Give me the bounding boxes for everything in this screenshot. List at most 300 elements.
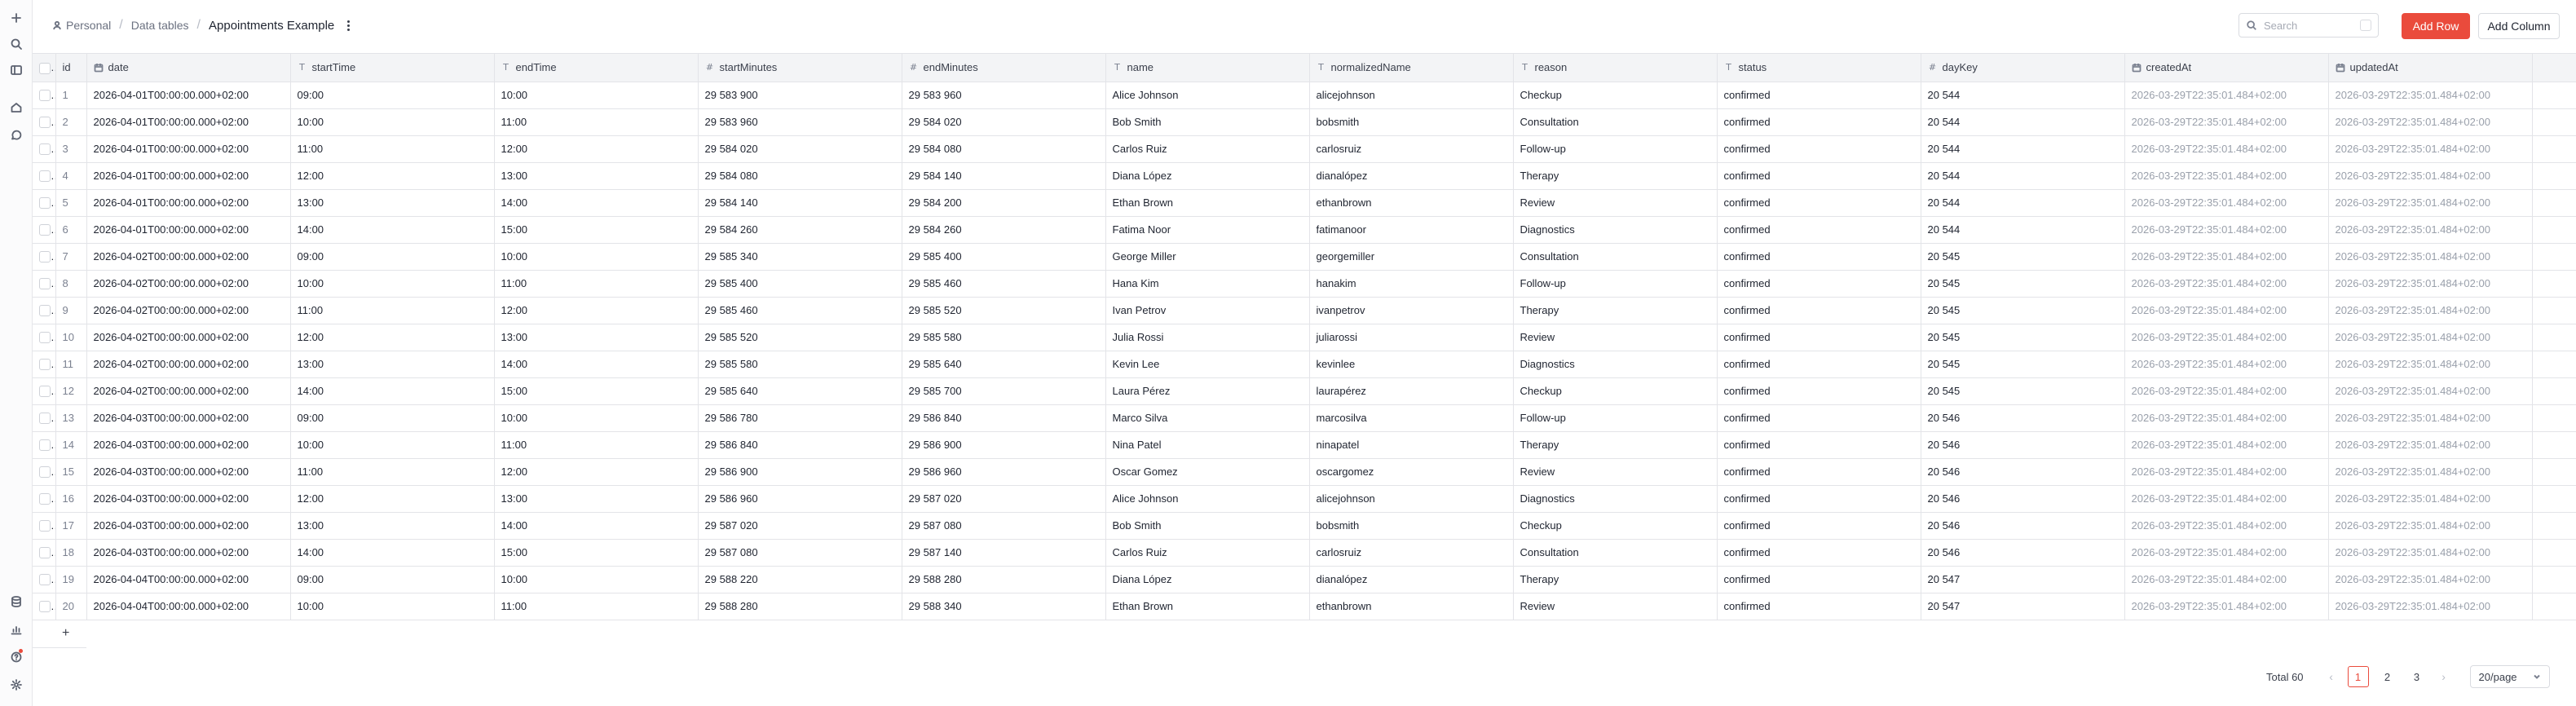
cell-reason[interactable]: Diagnostics <box>1513 216 1717 243</box>
cell-date[interactable]: 2026-04-03T00:00:00.000+02:00 <box>86 431 290 458</box>
add-row-button[interactable]: Add Row <box>2402 13 2470 39</box>
cell-reason[interactable]: Diagnostics <box>1513 485 1717 512</box>
cell-createdAt[interactable]: 2026-03-29T22:35:01.484+02:00 <box>2124 404 2328 431</box>
cell-status[interactable]: confirmed <box>1717 351 1921 377</box>
cell-date[interactable]: 2026-04-02T00:00:00.000+02:00 <box>86 297 290 324</box>
row-select-cell[interactable] <box>33 108 55 135</box>
cell-id[interactable]: 2 <box>55 108 86 135</box>
cell-date[interactable]: 2026-04-01T00:00:00.000+02:00 <box>86 216 290 243</box>
cell-name[interactable]: Hana Kim <box>1105 270 1309 297</box>
cell-startMinutes[interactable]: 29 584 260 <box>698 216 902 243</box>
cell-name[interactable]: Oscar Gomez <box>1105 458 1309 485</box>
add-row-inline-button[interactable] <box>55 620 86 647</box>
cell-id[interactable]: 16 <box>55 485 86 512</box>
cell-normalizedName[interactable]: ninapatel <box>1309 431 1513 458</box>
plus-icon[interactable] <box>7 8 26 28</box>
cell-normalizedName[interactable]: bobsmith <box>1309 108 1513 135</box>
cell-date[interactable]: 2026-04-02T00:00:00.000+02:00 <box>86 243 290 270</box>
cell-endTime[interactable]: 15:00 <box>494 539 698 566</box>
cell-name[interactable]: Alice Johnson <box>1105 485 1309 512</box>
cell-normalizedName[interactable]: carlosruiz <box>1309 539 1513 566</box>
cell-id[interactable]: 10 <box>55 324 86 351</box>
row-select-cell[interactable] <box>33 82 55 108</box>
cell-endTime[interactable]: 11:00 <box>494 270 698 297</box>
cell-normalizedName[interactable]: ivanpetrov <box>1309 297 1513 324</box>
cell-updatedAt[interactable]: 2026-03-29T22:35:01.484+02:00 <box>2328 485 2532 512</box>
table-row[interactable] <box>33 243 2576 270</box>
row-select-cell[interactable] <box>33 485 55 512</box>
cell-updatedAt[interactable]: 2026-03-29T22:35:01.484+02:00 <box>2328 512 2532 539</box>
table-row[interactable] <box>33 216 2576 243</box>
row-select-cell[interactable] <box>33 135 55 162</box>
cell-id[interactable]: 19 <box>55 566 86 593</box>
row-checkbox[interactable] <box>39 170 51 182</box>
cell-dayKey[interactable]: 20 545 <box>1921 377 2124 404</box>
cell-endMinutes[interactable]: 29 583 960 <box>902 82 1105 108</box>
cell-id[interactable]: 14 <box>55 431 86 458</box>
cell-reason[interactable]: Consultation <box>1513 539 1717 566</box>
cell-name[interactable]: Marco Silva <box>1105 404 1309 431</box>
cell-startMinutes[interactable]: 29 586 780 <box>698 404 902 431</box>
cell-updatedAt[interactable]: 2026-03-29T22:35:01.484+02:00 <box>2328 243 2532 270</box>
cell-endMinutes[interactable]: 29 586 840 <box>902 404 1105 431</box>
cell-status[interactable]: confirmed <box>1717 189 1921 216</box>
cell-reason[interactable]: Diagnostics <box>1513 351 1717 377</box>
cell-endMinutes[interactable]: 29 587 080 <box>902 512 1105 539</box>
cell-createdAt[interactable]: 2026-03-29T22:35:01.484+02:00 <box>2124 297 2328 324</box>
cell-startTime[interactable]: 12:00 <box>290 485 494 512</box>
cell-status[interactable]: confirmed <box>1717 593 1921 620</box>
row-select-cell[interactable] <box>33 431 55 458</box>
cell-id[interactable]: 8 <box>55 270 86 297</box>
cell-name[interactable]: Nina Patel <box>1105 431 1309 458</box>
row-checkbox[interactable] <box>39 359 51 370</box>
cell-normalizedName[interactable]: alicejohnson <box>1309 82 1513 108</box>
cell-status[interactable]: confirmed <box>1717 135 1921 162</box>
cell-date[interactable]: 2026-04-02T00:00:00.000+02:00 <box>86 351 290 377</box>
select-all-cell[interactable] <box>33 54 55 82</box>
cell-status[interactable]: confirmed <box>1717 431 1921 458</box>
cell-createdAt[interactable]: 2026-03-29T22:35:01.484+02:00 <box>2124 431 2328 458</box>
cell-endTime[interactable]: 13:00 <box>494 324 698 351</box>
page-1-button[interactable]: 1 <box>2348 666 2369 687</box>
cell-status[interactable]: confirmed <box>1717 243 1921 270</box>
table-row[interactable] <box>33 324 2576 351</box>
cell-reason[interactable]: Therapy <box>1513 297 1717 324</box>
row-select-cell[interactable] <box>33 377 55 404</box>
next-page-button[interactable]: › <box>2441 670 2446 683</box>
cell-dayKey[interactable]: 20 544 <box>1921 162 2124 189</box>
settings-icon[interactable] <box>7 675 26 695</box>
cell-endMinutes[interactable]: 29 587 020 <box>902 485 1105 512</box>
cell-endMinutes[interactable]: 29 588 280 <box>902 566 1105 593</box>
row-select-cell[interactable] <box>33 189 55 216</box>
cell-createdAt[interactable]: 2026-03-29T22:35:01.484+02:00 <box>2124 512 2328 539</box>
cell-startTime[interactable]: 12:00 <box>290 324 494 351</box>
cell-reason[interactable]: Review <box>1513 593 1717 620</box>
cell-endTime[interactable]: 10:00 <box>494 404 698 431</box>
row-select-cell[interactable] <box>33 512 55 539</box>
cell-startTime[interactable]: 14:00 <box>290 539 494 566</box>
cell-endMinutes[interactable]: 29 584 080 <box>902 135 1105 162</box>
table-row[interactable] <box>33 108 2576 135</box>
cell-startMinutes[interactable]: 29 585 340 <box>698 243 902 270</box>
cell-id[interactable]: 12 <box>55 377 86 404</box>
cell-normalizedName[interactable]: laurapérez <box>1309 377 1513 404</box>
cell-status[interactable]: confirmed <box>1717 297 1921 324</box>
search-icon[interactable] <box>7 34 26 54</box>
cell-name[interactable]: Bob Smith <box>1105 108 1309 135</box>
cell-date[interactable]: 2026-04-02T00:00:00.000+02:00 <box>86 270 290 297</box>
row-select-cell[interactable] <box>33 404 55 431</box>
cell-normalizedName[interactable]: carlosruiz <box>1309 135 1513 162</box>
panel-icon[interactable] <box>7 60 26 80</box>
cell-createdAt[interactable]: 2026-03-29T22:35:01.484+02:00 <box>2124 162 2328 189</box>
cell-dayKey[interactable]: 20 544 <box>1921 189 2124 216</box>
database-icon[interactable] <box>7 592 26 611</box>
add-column-button[interactable]: Add Column <box>2478 13 2560 39</box>
cell-reason[interactable]: Follow-up <box>1513 135 1717 162</box>
cell-status[interactable]: confirmed <box>1717 404 1921 431</box>
cell-dayKey[interactable]: 20 547 <box>1921 593 2124 620</box>
cell-reason[interactable]: Checkup <box>1513 512 1717 539</box>
table-row[interactable] <box>33 189 2576 216</box>
table-row[interactable] <box>33 404 2576 431</box>
cell-startMinutes[interactable]: 29 585 640 <box>698 377 902 404</box>
cell-startMinutes[interactable]: 29 586 840 <box>698 431 902 458</box>
cell-endMinutes[interactable]: 29 584 260 <box>902 216 1105 243</box>
table-row[interactable] <box>33 512 2576 539</box>
cell-name[interactable]: Bob Smith <box>1105 512 1309 539</box>
cell-startTime[interactable]: 11:00 <box>290 297 494 324</box>
cell-updatedAt[interactable]: 2026-03-29T22:35:01.484+02:00 <box>2328 324 2532 351</box>
cell-endTime[interactable]: 10:00 <box>494 566 698 593</box>
cell-date[interactable]: 2026-04-03T00:00:00.000+02:00 <box>86 404 290 431</box>
cell-startTime[interactable]: 09:00 <box>290 82 494 108</box>
cell-id[interactable]: 11 <box>55 351 86 377</box>
cell-startTime[interactable]: 11:00 <box>290 458 494 485</box>
cell-endMinutes[interactable]: 29 585 700 <box>902 377 1105 404</box>
cell-endMinutes[interactable]: 29 585 520 <box>902 297 1105 324</box>
cell-updatedAt[interactable]: 2026-03-29T22:35:01.484+02:00 <box>2328 539 2532 566</box>
row-select-cell[interactable] <box>33 539 55 566</box>
cell-normalizedName[interactable]: georgemiller <box>1309 243 1513 270</box>
cell-normalizedName[interactable]: kevinlee <box>1309 351 1513 377</box>
row-select-cell[interactable] <box>33 566 55 593</box>
row-checkbox[interactable] <box>39 90 51 101</box>
row-checkbox[interactable] <box>39 278 51 289</box>
cell-updatedAt[interactable]: 2026-03-29T22:35:01.484+02:00 <box>2328 162 2532 189</box>
row-checkbox[interactable] <box>39 305 51 316</box>
row-checkbox[interactable] <box>39 197 51 209</box>
table-row[interactable] <box>33 431 2576 458</box>
cell-id[interactable]: 5 <box>55 189 86 216</box>
cell-name[interactable]: Alice Johnson <box>1105 82 1309 108</box>
cell-reason[interactable]: Review <box>1513 324 1717 351</box>
cell-startMinutes[interactable]: 29 583 900 <box>698 82 902 108</box>
select-all-checkbox[interactable] <box>39 63 51 74</box>
row-select-cell[interactable] <box>33 324 55 351</box>
table-row[interactable] <box>33 162 2576 189</box>
cell-normalizedName[interactable]: ethanbrown <box>1309 189 1513 216</box>
table-row[interactable] <box>33 135 2576 162</box>
cell-dayKey[interactable]: 20 544 <box>1921 82 2124 108</box>
cell-updatedAt[interactable]: 2026-03-29T22:35:01.484+02:00 <box>2328 82 2532 108</box>
cell-endTime[interactable]: 13:00 <box>494 162 698 189</box>
cell-startMinutes[interactable]: 29 584 020 <box>698 135 902 162</box>
table-row[interactable] <box>33 82 2576 108</box>
cell-dayKey[interactable]: 20 545 <box>1921 324 2124 351</box>
cell-startMinutes[interactable]: 29 587 080 <box>698 539 902 566</box>
cell-normalizedName[interactable]: ethanbrown <box>1309 593 1513 620</box>
cell-id[interactable]: 1 <box>55 82 86 108</box>
cell-id[interactable]: 9 <box>55 297 86 324</box>
table-row[interactable] <box>33 297 2576 324</box>
cell-date[interactable]: 2026-04-01T00:00:00.000+02:00 <box>86 108 290 135</box>
cell-startTime[interactable]: 10:00 <box>290 270 494 297</box>
cell-date[interactable]: 2026-04-02T00:00:00.000+02:00 <box>86 324 290 351</box>
cell-endTime[interactable]: 14:00 <box>494 351 698 377</box>
cell-createdAt[interactable]: 2026-03-29T22:35:01.484+02:00 <box>2124 243 2328 270</box>
cell-status[interactable]: confirmed <box>1717 108 1921 135</box>
cell-createdAt[interactable]: 2026-03-29T22:35:01.484+02:00 <box>2124 189 2328 216</box>
cell-status[interactable]: confirmed <box>1717 216 1921 243</box>
cell-status[interactable]: confirmed <box>1717 512 1921 539</box>
cell-endTime[interactable]: 11:00 <box>494 593 698 620</box>
row-select-cell[interactable] <box>33 216 55 243</box>
cell-startTime[interactable]: 11:00 <box>290 135 494 162</box>
cell-dayKey[interactable]: 20 545 <box>1921 270 2124 297</box>
row-select-cell[interactable] <box>33 593 55 620</box>
cell-name[interactable]: Diana López <box>1105 162 1309 189</box>
cell-date[interactable]: 2026-04-01T00:00:00.000+02:00 <box>86 135 290 162</box>
table-row[interactable] <box>33 593 2576 620</box>
row-checkbox[interactable] <box>39 224 51 236</box>
cell-endTime[interactable]: 13:00 <box>494 485 698 512</box>
cell-reason[interactable]: Therapy <box>1513 431 1717 458</box>
cell-status[interactable]: confirmed <box>1717 539 1921 566</box>
column-header-reason[interactable] <box>1513 54 1717 82</box>
cell-status[interactable]: confirmed <box>1717 162 1921 189</box>
cell-updatedAt[interactable]: 2026-03-29T22:35:01.484+02:00 <box>2328 431 2532 458</box>
cell-updatedAt[interactable]: 2026-03-29T22:35:01.484+02:00 <box>2328 189 2532 216</box>
cell-dayKey[interactable]: 20 546 <box>1921 512 2124 539</box>
chart-icon[interactable] <box>7 620 26 639</box>
cell-updatedAt[interactable]: 2026-03-29T22:35:01.484+02:00 <box>2328 108 2532 135</box>
breadcrumb-personal[interactable] <box>52 19 111 32</box>
cell-normalizedName[interactable]: bobsmith <box>1309 512 1513 539</box>
cell-endMinutes[interactable]: 29 585 580 <box>902 324 1105 351</box>
cell-status[interactable]: confirmed <box>1717 377 1921 404</box>
cell-startMinutes[interactable]: 29 586 900 <box>698 458 902 485</box>
page-2-button[interactable]: 2 <box>2384 670 2391 683</box>
cell-date[interactable]: 2026-04-01T00:00:00.000+02:00 <box>86 189 290 216</box>
cell-normalizedName[interactable]: oscargomez <box>1309 458 1513 485</box>
cell-normalizedName[interactable]: alicejohnson <box>1309 485 1513 512</box>
cell-createdAt[interactable]: 2026-03-29T22:35:01.484+02:00 <box>2124 82 2328 108</box>
cell-id[interactable]: 18 <box>55 539 86 566</box>
cell-updatedAt[interactable]: 2026-03-29T22:35:01.484+02:00 <box>2328 351 2532 377</box>
cell-createdAt[interactable]: 2026-03-29T22:35:01.484+02:00 <box>2124 108 2328 135</box>
cell-updatedAt[interactable]: 2026-03-29T22:35:01.484+02:00 <box>2328 135 2532 162</box>
column-header-endTime[interactable] <box>494 54 698 82</box>
row-checkbox[interactable] <box>39 143 51 155</box>
cell-createdAt[interactable]: 2026-03-29T22:35:01.484+02:00 <box>2124 270 2328 297</box>
cell-startTime[interactable]: 10:00 <box>290 593 494 620</box>
row-select-cell[interactable] <box>33 351 55 377</box>
cell-startMinutes[interactable]: 29 584 080 <box>698 162 902 189</box>
cell-date[interactable]: 2026-04-01T00:00:00.000+02:00 <box>86 82 290 108</box>
cell-id[interactable]: 15 <box>55 458 86 485</box>
home-icon[interactable] <box>7 98 26 117</box>
cell-startTime[interactable]: 10:00 <box>290 108 494 135</box>
row-checkbox[interactable] <box>39 547 51 558</box>
cell-startMinutes[interactable]: 29 585 400 <box>698 270 902 297</box>
search-box[interactable] <box>2239 13 2379 38</box>
cell-date[interactable]: 2026-04-04T00:00:00.000+02:00 <box>86 593 290 620</box>
cell-dayKey[interactable]: 20 544 <box>1921 135 2124 162</box>
cell-normalizedName[interactable]: juliarossi <box>1309 324 1513 351</box>
cell-reason[interactable]: Checkup <box>1513 82 1717 108</box>
table-row[interactable] <box>33 539 2576 566</box>
cell-reason[interactable]: Follow-up <box>1513 404 1717 431</box>
row-select-cell[interactable] <box>33 162 55 189</box>
cell-startTime[interactable]: 13:00 <box>290 189 494 216</box>
cell-startMinutes[interactable]: 29 587 020 <box>698 512 902 539</box>
cell-reason[interactable]: Follow-up <box>1513 270 1717 297</box>
cell-endTime[interactable]: 15:00 <box>494 377 698 404</box>
column-header-status[interactable] <box>1717 54 1921 82</box>
cell-startTime[interactable]: 12:00 <box>290 162 494 189</box>
cell-dayKey[interactable]: 20 545 <box>1921 243 2124 270</box>
cell-id[interactable]: 4 <box>55 162 86 189</box>
cell-date[interactable]: 2026-04-03T00:00:00.000+02:00 <box>86 512 290 539</box>
cell-status[interactable]: confirmed <box>1717 458 1921 485</box>
cell-createdAt[interactable]: 2026-03-29T22:35:01.484+02:00 <box>2124 566 2328 593</box>
cell-createdAt[interactable]: 2026-03-29T22:35:01.484+02:00 <box>2124 135 2328 162</box>
cell-reason[interactable]: Consultation <box>1513 243 1717 270</box>
cell-startTime[interactable]: 09:00 <box>290 566 494 593</box>
table-row[interactable] <box>33 377 2576 404</box>
row-select-cell[interactable] <box>33 458 55 485</box>
cell-startMinutes[interactable]: 29 588 220 <box>698 566 902 593</box>
cell-reason[interactable]: Review <box>1513 189 1717 216</box>
row-select-cell[interactable] <box>33 243 55 270</box>
cell-reason[interactable]: Therapy <box>1513 566 1717 593</box>
page-size-select[interactable] <box>2470 665 2550 688</box>
column-header-normalizedName[interactable] <box>1309 54 1513 82</box>
cell-name[interactable]: Ethan Brown <box>1105 189 1309 216</box>
cell-date[interactable]: 2026-04-02T00:00:00.000+02:00 <box>86 377 290 404</box>
cell-normalizedName[interactable]: hanakim <box>1309 270 1513 297</box>
row-checkbox[interactable] <box>39 439 51 451</box>
cell-normalizedName[interactable]: dianalópez <box>1309 162 1513 189</box>
cell-reason[interactable]: Review <box>1513 458 1717 485</box>
row-checkbox[interactable] <box>39 466 51 478</box>
search-input[interactable] <box>2264 20 2353 32</box>
cell-dayKey[interactable]: 20 546 <box>1921 485 2124 512</box>
cell-createdAt[interactable]: 2026-03-29T22:35:01.484+02:00 <box>2124 377 2328 404</box>
cell-name[interactable]: Ethan Brown <box>1105 593 1309 620</box>
cell-dayKey[interactable]: 20 545 <box>1921 351 2124 377</box>
help-icon[interactable] <box>7 647 26 667</box>
cell-endMinutes[interactable]: 29 584 200 <box>902 189 1105 216</box>
cell-endTime[interactable]: 15:00 <box>494 216 698 243</box>
table-row[interactable] <box>33 351 2576 377</box>
cell-startMinutes[interactable]: 29 588 280 <box>698 593 902 620</box>
column-header-name[interactable] <box>1105 54 1309 82</box>
cell-reason[interactable]: Consultation <box>1513 108 1717 135</box>
cell-createdAt[interactable]: 2026-03-29T22:35:01.484+02:00 <box>2124 216 2328 243</box>
cell-endTime[interactable]: 12:00 <box>494 297 698 324</box>
cell-createdAt[interactable]: 2026-03-29T22:35:01.484+02:00 <box>2124 351 2328 377</box>
cell-normalizedName[interactable]: dianalópez <box>1309 566 1513 593</box>
page-3-button[interactable]: 3 <box>2413 670 2420 683</box>
cell-startMinutes[interactable]: 29 585 460 <box>698 297 902 324</box>
column-header-endMinutes[interactable] <box>902 54 1105 82</box>
cell-dayKey[interactable]: 20 546 <box>1921 458 2124 485</box>
cell-name[interactable]: Diana López <box>1105 566 1309 593</box>
cell-startTime[interactable]: 13:00 <box>290 351 494 377</box>
cell-startTime[interactable]: 09:00 <box>290 243 494 270</box>
cell-endMinutes[interactable]: 29 586 960 <box>902 458 1105 485</box>
cell-startMinutes[interactable]: 29 586 960 <box>698 485 902 512</box>
cell-endMinutes[interactable]: 29 585 640 <box>902 351 1105 377</box>
cell-endTime[interactable]: 10:00 <box>494 82 698 108</box>
cell-endMinutes[interactable]: 29 585 460 <box>902 270 1105 297</box>
cell-createdAt[interactable]: 2026-03-29T22:35:01.484+02:00 <box>2124 458 2328 485</box>
cell-endTime[interactable]: 12:00 <box>494 135 698 162</box>
prev-page-button[interactable]: ‹ <box>2329 670 2333 683</box>
cell-normalizedName[interactable]: fatimanoor <box>1309 216 1513 243</box>
more-options-icon[interactable] <box>344 18 352 33</box>
cell-status[interactable]: confirmed <box>1717 270 1921 297</box>
cell-updatedAt[interactable]: 2026-03-29T22:35:01.484+02:00 <box>2328 566 2532 593</box>
cell-id[interactable]: 7 <box>55 243 86 270</box>
column-header-id[interactable] <box>55 54 86 82</box>
cell-endMinutes[interactable]: 29 588 340 <box>902 593 1105 620</box>
cell-endTime[interactable]: 11:00 <box>494 108 698 135</box>
column-header-createdAt[interactable] <box>2124 54 2328 82</box>
cell-updatedAt[interactable]: 2026-03-29T22:35:01.484+02:00 <box>2328 593 2532 620</box>
cell-startMinutes[interactable]: 29 584 140 <box>698 189 902 216</box>
cell-name[interactable]: Julia Rossi <box>1105 324 1309 351</box>
table-row[interactable] <box>33 270 2576 297</box>
cell-updatedAt[interactable]: 2026-03-29T22:35:01.484+02:00 <box>2328 377 2532 404</box>
cell-updatedAt[interactable]: 2026-03-29T22:35:01.484+02:00 <box>2328 270 2532 297</box>
cell-startTime[interactable]: 14:00 <box>290 377 494 404</box>
cell-id[interactable]: 20 <box>55 593 86 620</box>
row-checkbox[interactable] <box>39 386 51 397</box>
row-checkbox[interactable] <box>39 520 51 532</box>
cell-name[interactable]: Kevin Lee <box>1105 351 1309 377</box>
cell-normalizedName[interactable]: marcosilva <box>1309 404 1513 431</box>
cell-endMinutes[interactable]: 29 584 140 <box>902 162 1105 189</box>
cell-name[interactable]: Ivan Petrov <box>1105 297 1309 324</box>
cell-status[interactable]: confirmed <box>1717 82 1921 108</box>
table-row[interactable] <box>33 485 2576 512</box>
cell-endTime[interactable]: 11:00 <box>494 431 698 458</box>
cell-updatedAt[interactable]: 2026-03-29T22:35:01.484+02:00 <box>2328 216 2532 243</box>
cell-dayKey[interactable]: 20 545 <box>1921 297 2124 324</box>
cell-id[interactable]: 13 <box>55 404 86 431</box>
column-header-date[interactable] <box>86 54 290 82</box>
table-row[interactable] <box>33 566 2576 593</box>
cell-endTime[interactable]: 14:00 <box>494 512 698 539</box>
column-header-startTime[interactable] <box>290 54 494 82</box>
cell-name[interactable]: George Miller <box>1105 243 1309 270</box>
cell-name[interactable]: Carlos Ruiz <box>1105 135 1309 162</box>
